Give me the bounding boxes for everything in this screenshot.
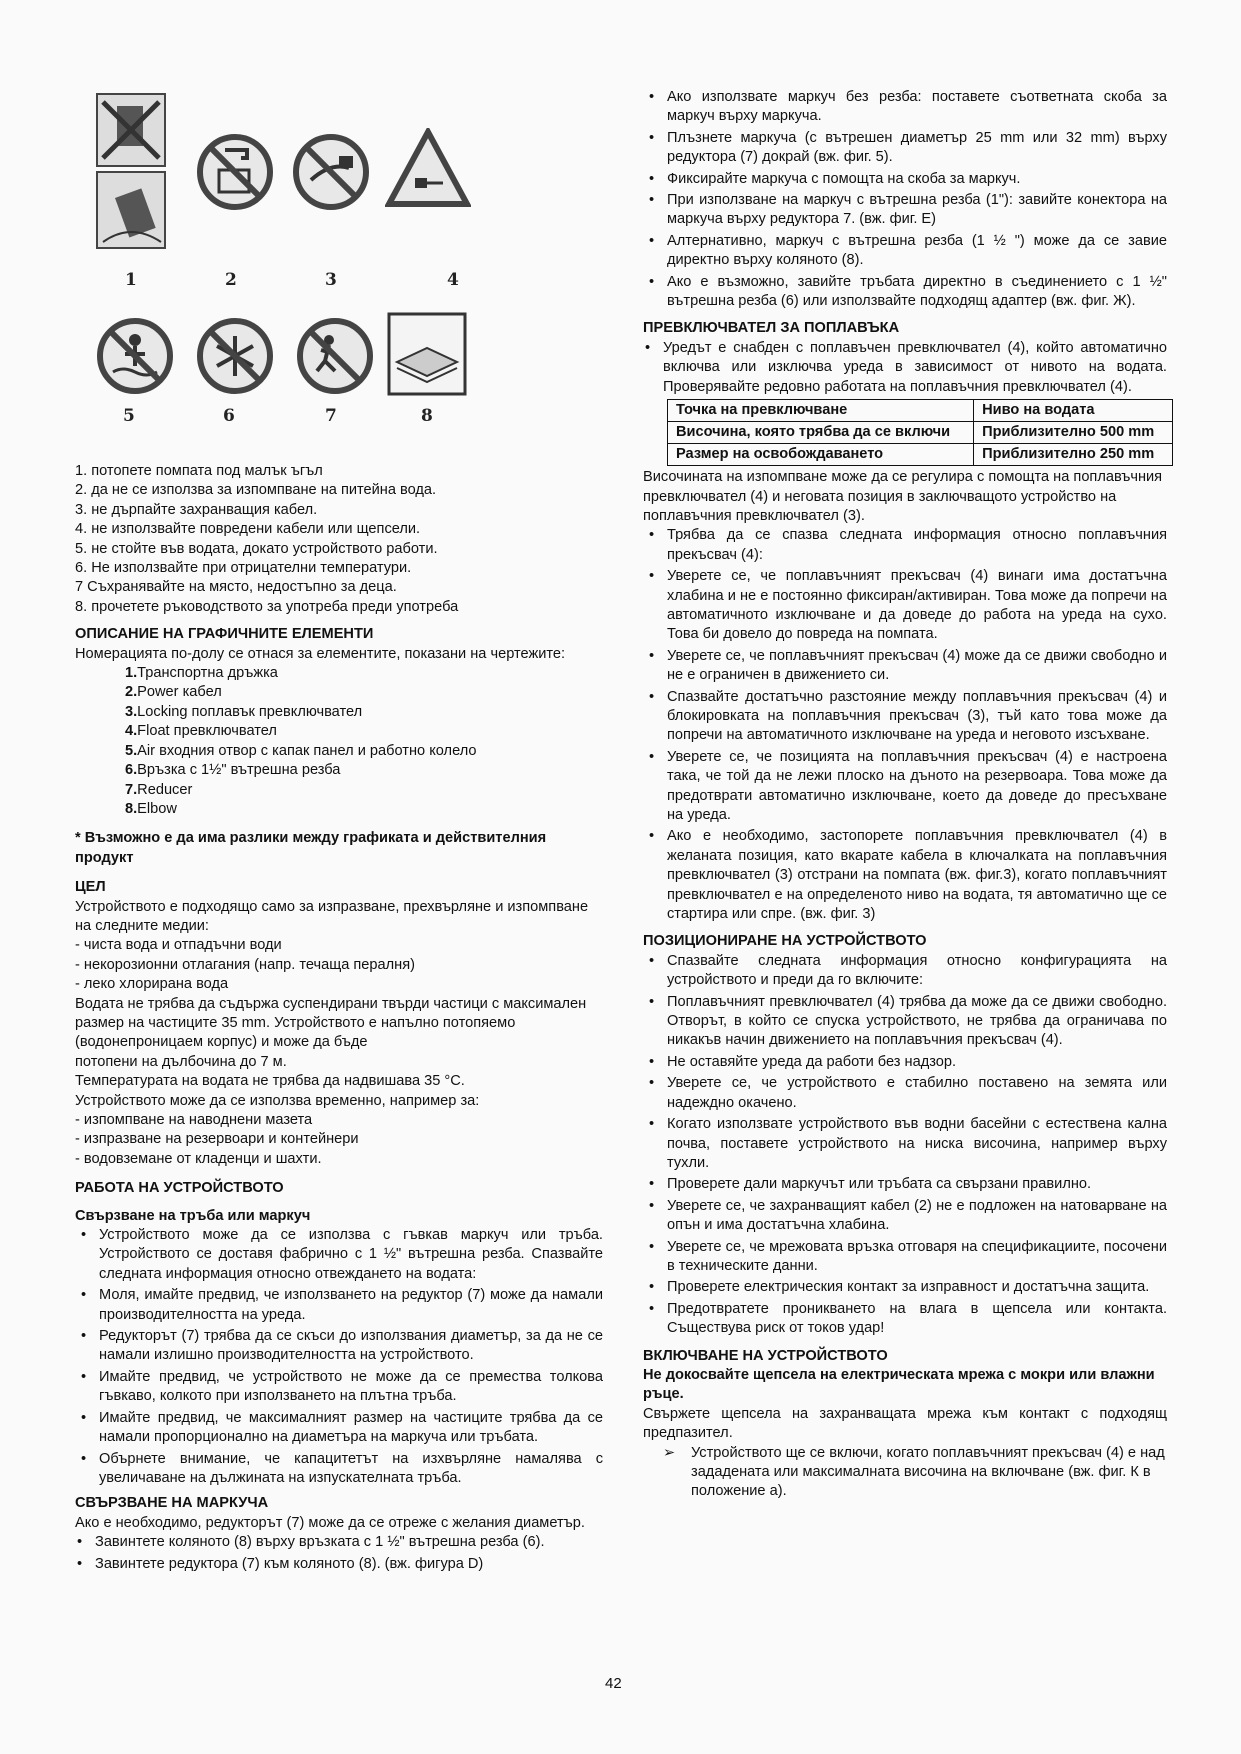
list-item: 4.Float превключвател [125,723,277,740]
list-item: • Спазвайте достатъчно разстояние между поплавъчния прекъсвач (4) и блокировката на поплавъчния прекъсвач (3), тъй като това може да попречи на автоматичното изключване на уреда и неговото изсъхване. [643,688,1167,746]
float-intro [643,339,1167,397]
hose-intro: Ако е необходимо, редукторът (7) може да се отреже с желания диаметър. [75,1514,585,1531]
list-item: 5.Air входния отвор с капак панел и работно колело [125,742,477,759]
positioning-heading: ПОЗИЦИОНИРАНЕ НА УСТРОЙСТВОТО [643,933,927,950]
table-row [668,422,1173,444]
list-item: • Обърнете внимание, че капацитетът на изхвърляне намалява с увеличаване на дължината на изпускателната тръба. [75,1450,603,1489]
switching-point-table [667,399,1173,466]
table-header: Ниво на водата [974,400,1173,422]
positioning-bullets [643,952,1167,1339]
list-item: • Уверете се, че мрежовата връзка отговаря на спецификациите, посочени в техническите данни. [643,1238,1167,1277]
purpose-line: Устройството може да се използва временно, например за: [75,1092,480,1109]
list-item: • Уверете се, че захранващият кабел (2) не е подложен на натоварване на опън и има достатъчна хлабина. [643,1197,1167,1236]
table-cell: Височина, която трябва да се включи [668,422,974,444]
icon-number-7: 7 [325,406,337,426]
page-number: 42 [605,1675,622,1692]
safety-item: 3. не дърпайте захранващия кабел. [75,501,318,518]
safety-item: 8. прочетете ръководството за употреба преди употреба [75,598,459,615]
list-item: • Завинтете редуктора (7) към коляното (8). (вж. фигура D) [75,1555,603,1574]
purpose-heading: ЦЕЛ [75,879,106,896]
table-header-row [668,400,1173,422]
no-pulling-cable-icon [291,132,371,212]
purpose-line: - изпразване на резервоари и контейнери [75,1131,359,1148]
list-item: • Поплавъчният превключвател (4) трябва да може да се движи свободно. Отворът, в който се спуска устройството, не трябва да ограничава по никакъв начин движението на поплавъчния прекъсвач (4). [643,993,1167,1051]
list-item: • Не оставяйте уреда да работи без надзор. [643,1053,1167,1072]
table-cell: Размер на освобождаването [668,444,974,466]
graphics-intro: Номерацията по-долу се отнася за елементите, показани на чертежите: [75,645,566,662]
purpose-line: - леко хлорирана вода [75,976,229,993]
list-item: • Спазвайте следната информация относно конфигурацията на устройството и преди да го включите: [643,952,1167,991]
list-item: • Ако използвате маркуч без резба: поставете съответната скоба за маркуч върху маркуча. [643,88,1167,127]
list-item: • Фиксирайте маркуча с помощта на скоба за маркуч. [643,170,1167,189]
list-item: • Имайте предвид, че максималният размер на частиците трябва да се намали пропорционално на диаметъра на маркуча или тръбата. [75,1409,603,1448]
switching-on-arrow-item: ➢ Устройството ще се включи, когато поплавъчният прекъсвач (4) е над зададената или максималната височина на включване (вж. фиг. К в положение а). [643,1444,1167,1502]
list-item: 3.Locking поплавък превключвател [125,703,363,720]
read-manual-icon [387,312,467,396]
table-cell: Приблизително 500 mm [974,422,1173,444]
operation-heading: РАБОТА НА УСТРОЙСТВОТО [75,1180,284,1197]
switching-on-text: Свържете щепсела на захранващата мрежа към контакт с подходящ предпазител. [643,1405,1167,1442]
list-item: • Уверете се, че поплавъчният прекъсвач (4) винаги има достатъчна хлабина и не е постоянно фиксиран/активиран. Това може да попречи на автоматичното изключване и да доведе до работа на уреда на сухо. Това би довело до повреда на помпата. [643,567,1167,645]
icon-number-6: 6 [223,406,235,426]
purpose-line: Устройството е подходящо само за изпразване, прехвърляне и изпомпване на следните медии: [75,898,589,934]
list-item: • Завинтете коляното (8) върху връзката с 1 ½" вътрешна резба (6). [75,1533,603,1552]
graphics-heading: ОПИСАНИЕ НА ГРАФИЧНИТЕ ЕЛЕМЕНТИ [75,626,374,643]
list-item: • Уверете се, че устройството е стабилно поставено на земята или надеждно окачено. [643,1074,1167,1113]
switching-on-heading: ВКЛЮЧВАНЕ НА УСТРОЙСТВОТО [643,1347,888,1364]
list-item: • Алтернативно, маркуч с вътрешна резба (1 ½ ") може да се завие директно върху коляното (8). [643,232,1167,271]
safety-item: 7 Съхранявайте на място, недостъпно за деца. [75,579,397,596]
keep-away-children-icon [295,316,375,396]
safety-icons-figure [95,92,525,452]
list-item: 8.Elbow [125,800,177,817]
list-item: 7.Reducer [125,781,193,798]
list-item: • Предотвратете проникването на влага в щепсела или контакта. Съществува риск от токов удар! [643,1300,1167,1339]
table-header: Точка на превключване [668,400,974,422]
pump-tilt-icon [95,92,167,252]
hose-bullets-continued [643,88,1167,311]
right-column [643,88,1167,1502]
table-cell: Приблизително 250 mm [974,444,1173,466]
list-item: • Моля, имайте предвид, че използването на редуктор (7) може да намали производителността на уреда. [75,1286,603,1325]
safety-item: 2. да не се използва за изпомпване на питейна вода. [75,482,437,499]
list-item: 6.Връзка с 1½" вътрешна резба [125,762,341,779]
list-item: • Проверете дали маркучът или тръбата са свързани правилно. [643,1175,1167,1194]
list-item: • Ако е необходимо, застопорете поплавъчния превключвател (4) в желаната позиция, като вкарате кабела в ключалката на поплавъчния превключвател (3) отстрани на помпата (вж. фиг.3), когато поплавъчният превключвател е на определеното ниво на водата, тя автоматично ще се стартира или спре. (вж. фиг. 3) [643,827,1167,924]
hose-bullets [75,1533,603,1574]
purpose-line: Температурата на водата не трябва да надвишава 35 °C. [75,1073,465,1090]
left-column [75,462,603,1576]
purpose-line: Водата не трябва да съдържа суспендирани твърди частици с максимален размер на частиците 35 mm. Устройството е напълно потопяемо (водонепроницаем корпус) и може да бъде [75,995,587,1051]
icon-number-1: 1 [125,270,137,290]
no-standing-in-water-icon [95,316,175,396]
list-item: • Имайте предвид, че устройството не може да се премества толкова гъвкаво, колкото при използването на плътна тръба. [75,1368,603,1407]
list-item: • Уверете се, че позицията на поплавъчния прекъсвач (4) е настроена така, че той да не лежи плоско на дъното на резервоара. Това може да предотврати автоматично изключване, което да доведе до пресъхване на уреда. [643,748,1167,826]
icon-number-2: 2 [225,270,237,290]
safety-item: 6. Не използвайте при отрицателни температури. [75,560,412,577]
safety-item: 5. не стойте във водата, докато устройството работи. [75,540,438,557]
safety-item: 4. не използвайте повредени кабели или щепсели. [75,521,421,538]
graphics-note: * Възможно е да има разлики между графиката и действителния продукт [75,830,547,866]
operation-subheading: Свързване на тръба или маркуч [75,1207,311,1224]
safety-item: 1. потопете помпата под малък ъгъл [75,463,323,479]
list-item: • Редукторът (7) трябва да се скъси до използвания диаметър, за да не се намали излишно производителността на устройството. [75,1327,603,1366]
list-item: 2.Power кабел [125,684,222,701]
safety-list [75,462,603,617]
purpose-text [75,898,603,1170]
icon-number-8: 8 [421,406,433,426]
list-item: • Ако е възможно, завийте тръбата директно в съединението с 1 ½" вътрешна резба (6) или използвайте подходящ адаптер (вж. фиг. Ж). [643,273,1167,312]
table-row [668,444,1173,466]
list-item: • Устройството може да се използва с гъвкав маркуч или тръба. Устройството се доставя фабрично с 1 ½" вътрешна резба. Спазвайте следната информация относно отвеждането на водата: [75,1226,603,1284]
list-item: • Плъзнете маркуча (с вътрешен диаметър 25 mm или 32 mm) върху редуктора (7) докрай (вж. фиг. 5). [643,129,1167,168]
purpose-line: - изпомпване на наводнени мазета [75,1112,313,1128]
list-item: • Трябва да се спазва следната информация относно поплавъчния прекъсвач (4): [643,526,1167,565]
list-item: • Когато използвате устройството във водни басейни с естествена кална почва, поставете устройството на ниска височина, например върху тухли. [643,1115,1167,1173]
list-item: • Уверете се, че поплавъчният прекъсвач (4) може да се движи свободно и не е ограничен в движението си. [643,647,1167,686]
float-bullets [643,526,1167,924]
hose-heading: СВЪРЗВАНЕ НА МАРКУЧА [75,1495,269,1512]
icon-number-3: 3 [325,270,337,290]
list-item: 1.Транспортна дръжка [125,665,278,682]
float-after-text: Височината на изпомпване може да се регулира с помощта на поплавъчния превключвател (4) и неговата позиция в заключващото устройство на поплавъчния превключвател (3). [643,469,1163,524]
switching-on-warning: Не докосвайте щепсела на електрическата мрежа с мокри или влажни ръце. [643,1366,1155,1403]
purpose-line: потопени на дълбочина до 7 м. [75,1053,287,1070]
purpose-line: - чиста вода и отпадъчни води [75,937,282,954]
parts-list [75,664,603,819]
no-frost-icon [195,316,275,396]
list-item: • Уредът е снабден с поплавъчен превключвател (4), който автоматично включва или изключва уреда в зависимост от нивото на водата. Проверявайте редовно работата на поплавъчния превключвател (4). [643,339,1167,397]
list-item: • При използване на маркуч с вътрешна резба (1"): завийте конектора на маркуча върху редуктора 7. (вж. фиг. E) [643,191,1167,230]
icon-number-5: 5 [123,406,135,426]
list-item: • Проверете електрическия контакт за изправност и достатъчна защита. [643,1278,1167,1297]
icon-number-4: 4 [447,270,459,290]
float-heading: ПРЕВКЛЮЧВАТЕЛ ЗА ПОПЛАВЪКА [643,320,900,337]
damaged-cable-warning-icon [385,128,471,210]
purpose-line: - некорозионни отлагания (напр. течаща пералня) [75,956,415,973]
no-drinking-water-icon [195,132,275,212]
purpose-line: - водовземане от кладенци и шахти. [75,1150,322,1167]
operation-bullets [75,1226,603,1488]
